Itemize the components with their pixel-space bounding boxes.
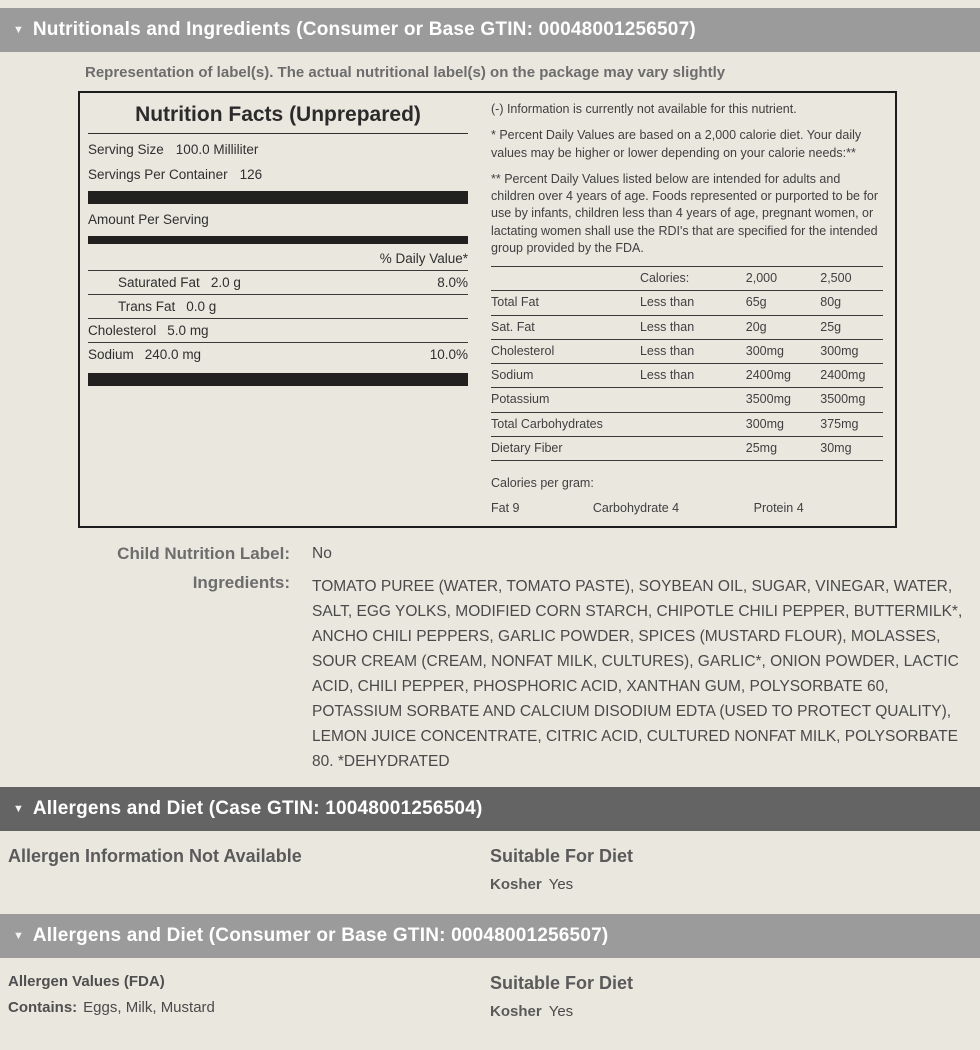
suitable-for-diet-title: Suitable For Diet xyxy=(490,973,634,994)
dv-cell: 65g xyxy=(746,291,820,315)
dv-cell: 3500mg xyxy=(820,388,883,412)
diet-value: Yes xyxy=(548,876,574,894)
collapse-triangle-icon[interactable]: ▼ xyxy=(13,929,24,942)
dv-cell: 80g xyxy=(820,291,883,315)
daily-value-header: % Daily Value* xyxy=(88,244,468,271)
nutrient-name-amount: Saturated Fat 2.0 g xyxy=(118,275,241,290)
nutrient-name-amount: Sodium 240.0 mg xyxy=(88,347,202,362)
dv-cell: Total Carbohydrates xyxy=(491,412,640,436)
contains-row xyxy=(8,999,490,1016)
diet-row-kosher xyxy=(490,876,972,893)
dv-cell: Less than xyxy=(640,315,746,339)
dv-cell: Cholesterol xyxy=(491,339,640,363)
allergens-consumer-content xyxy=(0,958,980,1020)
dv-cell: 2,000 xyxy=(746,267,820,291)
diet-label: Kosher xyxy=(490,876,542,894)
allergens-consumer-right xyxy=(490,973,972,1020)
allergens-case-left xyxy=(8,846,490,893)
dv-cell: Less than xyxy=(640,339,746,363)
dv-table-row-sat-fat xyxy=(491,315,883,339)
diet-row-kosher xyxy=(490,1003,972,1020)
nutrient-name-amount: Cholesterol 5.0 mg xyxy=(88,323,209,338)
representation-note: Representation of label(s). The actual nutritional label(s) on the package may vary slightly xyxy=(85,64,726,81)
calories-per-gram-label: Calories per gram: xyxy=(491,476,594,490)
footnote-rdi: ** Percent Daily Values listed below are intended for adults and children over 4 years of age. Foods represented or purported to be for use by infants, children less than 4 years of age, pregnant women, or lactating women shall use the RDI's that are specified for the intended group provided by the FDA. xyxy=(491,171,879,255)
allergens-case-content xyxy=(0,831,980,893)
daily-values-reference-table xyxy=(491,266,883,461)
nutrient-row-cholesterol xyxy=(88,319,468,343)
servings-per-container-value: 126 xyxy=(239,167,263,182)
suitable-for-diet-title: Suitable For Diet xyxy=(490,846,634,867)
dv-table-row-dietary-fiber xyxy=(491,436,883,460)
allergens-consumer-left xyxy=(8,973,490,1020)
thick-divider-bar xyxy=(88,373,468,386)
dv-table-header-row xyxy=(491,267,883,291)
ingredients-row xyxy=(0,573,980,775)
collapse-triangle-icon[interactable]: ▼ xyxy=(13,23,24,36)
thick-divider-bar xyxy=(88,191,468,204)
ingredients-value: TOMATO PUREE (WATER, TOMATO PASTE), SOYBEAN OIL, SUGAR, VINEGAR, WATER, SALT, EGG YOLKS, MODIFIED CORN STARCH, CHIPOTLE CHILI PEPPER, BUTTERMILK*, ANCHO CHILI PEPPERS, GARLIC POWDER, SPICES (MUSTARD FLOUR), MOLASSES, SOUR CREAM (CREAM, NONFAT MILK, CULTURES), GARLIC*, ONION POWDER, LACTIC ACID, CHILI PEPPER, PHOSPHORIC ACID, XANTHAN GUM, POLYSORBATE 60, POTASSIUM SORBATE AND CALCIUM DISODIUM EDTA (USED TO PROTECT QUALITY), LEMON JUICE CONCENTRATE, CITRIC ACID, CULTURED NONFAT MILK, POLYSORBATE 80. *DEHYDRATED xyxy=(312,577,963,771)
allergens-case-right xyxy=(490,846,972,893)
dv-cell: Less than xyxy=(640,291,746,315)
footnote-daily-values: * Percent Daily Values are based on a 2,000 calorie diet. Your daily values may be higher or lower depending on your calorie needs:** xyxy=(491,128,862,160)
dv-cell: 2400mg xyxy=(820,364,883,388)
section-header-title: Nutritionals and Ingredients (Consumer or Base GTIN: 00048001256507) xyxy=(32,19,696,40)
serving-size-value: 100.0 Milliliter xyxy=(175,142,259,157)
section-header-title: Allergens and Diet (Consumer or Base GTIN: 00048001256507) xyxy=(32,925,609,947)
nutrient-row-saturated-fat xyxy=(88,271,468,295)
diet-label: Kosher xyxy=(490,1003,542,1021)
dv-cell: Less than xyxy=(640,364,746,388)
nutrient-daily-value: 10.0% xyxy=(429,347,468,362)
dv-cell: Calories: xyxy=(640,267,746,291)
dv-cell xyxy=(491,267,640,291)
nutrient-name-amount: Trans Fat 0.0 g xyxy=(118,299,217,314)
dv-cell: Potassium xyxy=(491,388,640,412)
nutrient-daily-value: 8.0% xyxy=(437,275,468,290)
dv-cell: 300mg xyxy=(746,412,820,436)
serving-size-label: Serving Size xyxy=(88,142,164,157)
dv-table-row-cholesterol xyxy=(491,339,883,363)
dv-cell: 375mg xyxy=(820,412,883,436)
cpg-protein: Protein 4 xyxy=(753,501,804,516)
cpg-fat: Fat 9 xyxy=(491,501,520,516)
child-nutrition-row xyxy=(0,544,980,564)
dv-table-row-potassium xyxy=(491,388,883,412)
dv-cell: 25g xyxy=(820,315,883,339)
nutrient-row-sodium xyxy=(88,343,468,366)
collapse-triangle-icon[interactable]: ▼ xyxy=(13,802,24,815)
footnote-not-available: (-) Information is currently not available for this nutrient. xyxy=(491,102,797,116)
child-nutrition-value: No xyxy=(312,544,332,562)
diet-value: Yes xyxy=(548,1003,574,1021)
allergen-values-title: Allergen Values (FDA) xyxy=(8,973,165,991)
section-header-allergens-consumer[interactable] xyxy=(0,914,980,958)
dv-cell: Sat. Fat xyxy=(491,315,640,339)
dv-cell: 300mg xyxy=(820,339,883,363)
dv-cell: Dietary Fiber xyxy=(491,436,640,460)
serving-size-row xyxy=(88,134,468,159)
ingredients-label: Ingredients: xyxy=(192,572,290,592)
contains-label: Contains: xyxy=(8,999,78,1017)
nutrition-facts-label xyxy=(80,93,478,526)
allergen-not-available-text: Allergen Information Not Available xyxy=(8,846,302,867)
section-header-nutritionals[interactable] xyxy=(0,8,980,52)
amount-per-serving-label: Amount Per Serving xyxy=(88,212,209,227)
child-nutrition-label: Child Nutrition Label: xyxy=(117,543,290,563)
nutrient-row-trans-fat xyxy=(88,295,468,319)
dv-cell: 30mg xyxy=(820,436,883,460)
section-header-title: Allergens and Diet (Case GTIN: 10048001256504) xyxy=(32,798,483,820)
dv-cell: 3500mg xyxy=(746,388,820,412)
thin-divider-bar xyxy=(88,236,468,244)
cpg-carbohydrate: Carbohydrate 4 xyxy=(592,501,680,516)
dv-cell: 20g xyxy=(746,315,820,339)
nutrition-facts-title: Nutrition Facts (Unprepared) xyxy=(88,99,468,134)
nutrition-facts-panel xyxy=(78,91,897,528)
dv-cell: 300mg xyxy=(746,339,820,363)
section-header-allergens-case[interactable] xyxy=(0,787,980,831)
dv-cell: 25mg xyxy=(746,436,820,460)
dv-table-row-total-fat xyxy=(491,291,883,315)
dv-cell: Sodium xyxy=(491,364,640,388)
dv-table-row-total-carbohydrates xyxy=(491,412,883,436)
top-spacer xyxy=(0,0,980,8)
nutritionals-fields xyxy=(0,544,980,775)
dv-cell: Total Fat xyxy=(491,291,640,315)
nutrition-footnotes xyxy=(478,93,895,526)
dv-table-row-sodium xyxy=(491,364,883,388)
servings-per-container-label: Servings Per Container xyxy=(88,167,228,182)
dv-cell xyxy=(640,436,746,460)
calories-per-gram-values xyxy=(491,500,883,517)
dv-cell: 2,500 xyxy=(820,267,883,291)
dv-cell: 2400mg xyxy=(746,364,820,388)
servings-per-container-row xyxy=(88,159,468,184)
contains-value: Eggs, Milk, Mustard xyxy=(83,999,215,1017)
dv-cell xyxy=(640,412,746,436)
dv-cell xyxy=(640,388,746,412)
